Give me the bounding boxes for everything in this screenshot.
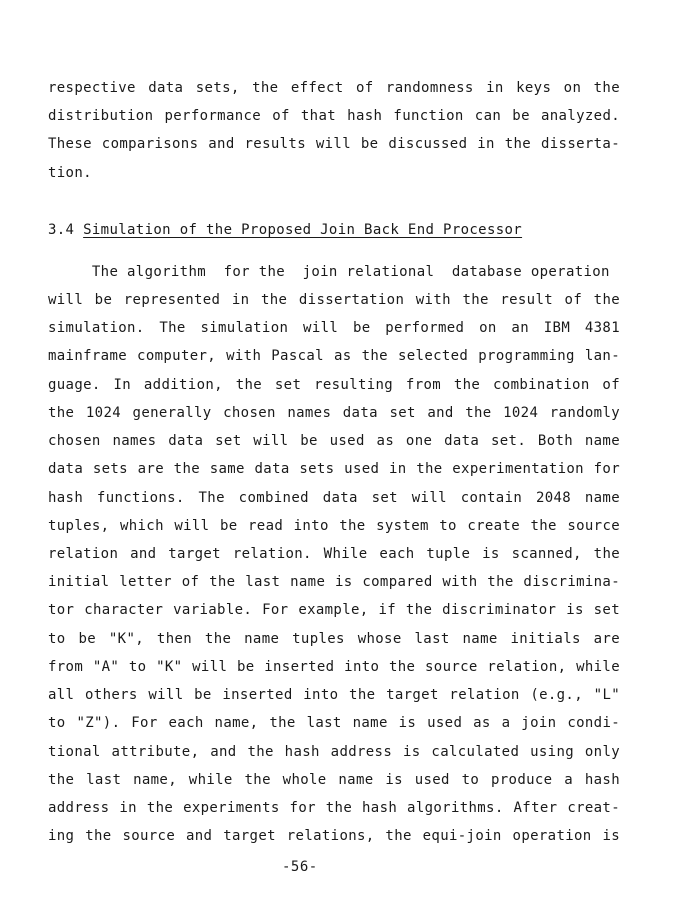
section-title: Simulation of the Proposed Join Back End Processor <box>83 222 523 238</box>
paragraph-2-line: mainframe computer, with Pascal as the selected programming lan- <box>48 348 620 364</box>
paragraph-1-line: distribution performance of that hash function can be analyzed. <box>48 108 620 124</box>
paragraph-2-line: tional attribute, and the hash address is calculated using only <box>48 744 620 760</box>
paragraph-2-line: initial letter of the last name is compared with the discrimina- <box>48 574 620 590</box>
paragraph-2-line: tor character variable. For example, if the discriminator is set <box>48 602 620 618</box>
paragraph-2-line: hash functions. The combined data set will contain 2048 name <box>48 490 620 506</box>
paragraph-2-line: relation and target relation. While each tuple is scanned, the <box>48 546 620 562</box>
paragraph-2-line: to be "K", then the name tuples whose last name initials are <box>48 631 620 647</box>
page-number: -56- <box>282 859 318 875</box>
paragraph-2-line: address in the experiments for the hash algorithms. After creat- <box>48 800 620 816</box>
paragraph-2-line: from "A" to "K" will be inserted into the source relation, while <box>48 659 620 675</box>
paragraph-1-line: These comparisons and results will be discussed in the disserta- <box>48 136 620 152</box>
paragraph-2-line: to "Z"). For each name, the last name is used as a join condi- <box>48 715 620 731</box>
paragraph-2-line: all others will be inserted into the target relation (e.g., "L" <box>48 687 620 703</box>
paragraph-2-line: simulation. The simulation will be performed on an IBM 4381 <box>48 320 620 336</box>
section-heading <box>48 221 522 239</box>
paragraph-2-line: the last name, while the whole name is used to produce a hash <box>48 772 620 788</box>
section-number: 3.4 <box>48 222 75 238</box>
paragraph-1-line: tion. <box>48 165 92 181</box>
paragraph-2-line: data sets are the same data sets used in the experimentation for <box>48 461 620 477</box>
paragraph-2-line: chosen names data set will be used as one data set. Both name <box>48 433 620 449</box>
paragraph-1-line: respective data sets, the effect of randomness in keys on the <box>48 80 620 96</box>
paragraph-2-line: will be represented in the dissertation with the result of the <box>48 292 620 308</box>
paragraph-2-line: ing the source and target relations, the equi-join operation is <box>48 828 620 844</box>
paragraph-2-line: guage. In addition, the set resulting from the combination of <box>48 377 620 393</box>
paragraph-2-line: tuples, which will be read into the system to create the source <box>48 518 620 534</box>
paragraph-2-line: The algorithm for the join relational database operation <box>48 264 610 280</box>
paragraph-2-line: the 1024 generally chosen names data set and the 1024 randomly <box>48 405 620 421</box>
